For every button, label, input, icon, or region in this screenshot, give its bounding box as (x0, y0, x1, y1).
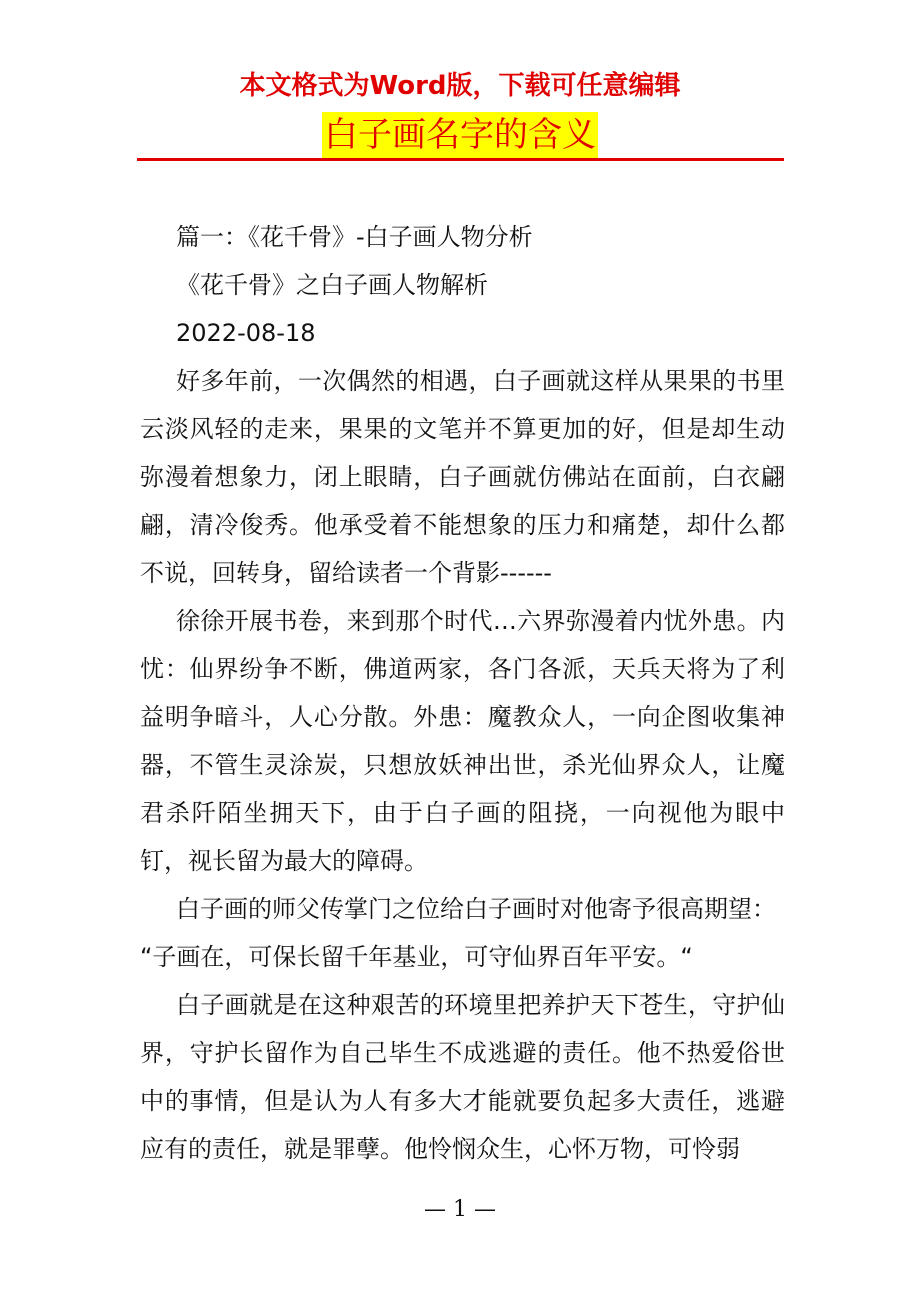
article-heading: 篇一：《花千骨》-白子画人物分析 (176, 223, 533, 251)
document-title: 白子画名字的含义 (322, 112, 598, 158)
paragraph: 白子画就是在这种艰苦的环境里把养护天下苍生，守护仙界，守护长留作为自己毕生不成逃避的责任。他不热爱俗世中的事情，但是认为人有多大才能就要负起多大责任，逃避应有的责任，就是罪孽。他怜悯众生，心怀万物，可怜弱 (140, 991, 785, 1163)
article-body (140, 213, 785, 1173)
download-banner: 本文格式为Word版，下载可任意编辑 (239, 71, 681, 101)
article-date: 2022-08-18 (176, 319, 316, 347)
title-container (0, 112, 920, 158)
paragraph: 好多年前，一次偶然的相遇，白子画就这样从果果的书里云淡风轻的走来，果果的文笔并不算更加的好，但是却生动弥漫着想象力，闭上眼睛，白子画就仿佛站在面前，白衣翩翩，清冷俊秀。他承受着不能想象的压力和痛楚，却什么都不说，回转身，留给读者一个背影------ (140, 367, 785, 587)
paragraph: 白子画的师父传掌门之位给白子画时对他寄予很高期望： (176, 895, 776, 923)
paragraph-quote: “子画在，可保长留千年基业，可守仙界百年平安。“ (140, 943, 693, 971)
title-divider (137, 158, 784, 161)
page-number: — 1 — (424, 1197, 496, 1222)
article-subheading: 《花千骨》之白子画人物解析 (176, 271, 488, 299)
paragraph: 徐徐开展书卷，来到那个时代…六界弥漫着内忧外患。内忧：仙界纷争不断，佛道两家，各门各派，天兵天将为了利益明争暗斗，人心分散。外患：魔教众人，一向企图收集神器，不管生灵涂炭，只想放妖神出世，杀光仙界众人，让魔君杀阡陌坐拥天下，由于白子画的阻挠，一向视他为眼中钉，视长留为最大的障碍。 (140, 607, 785, 875)
